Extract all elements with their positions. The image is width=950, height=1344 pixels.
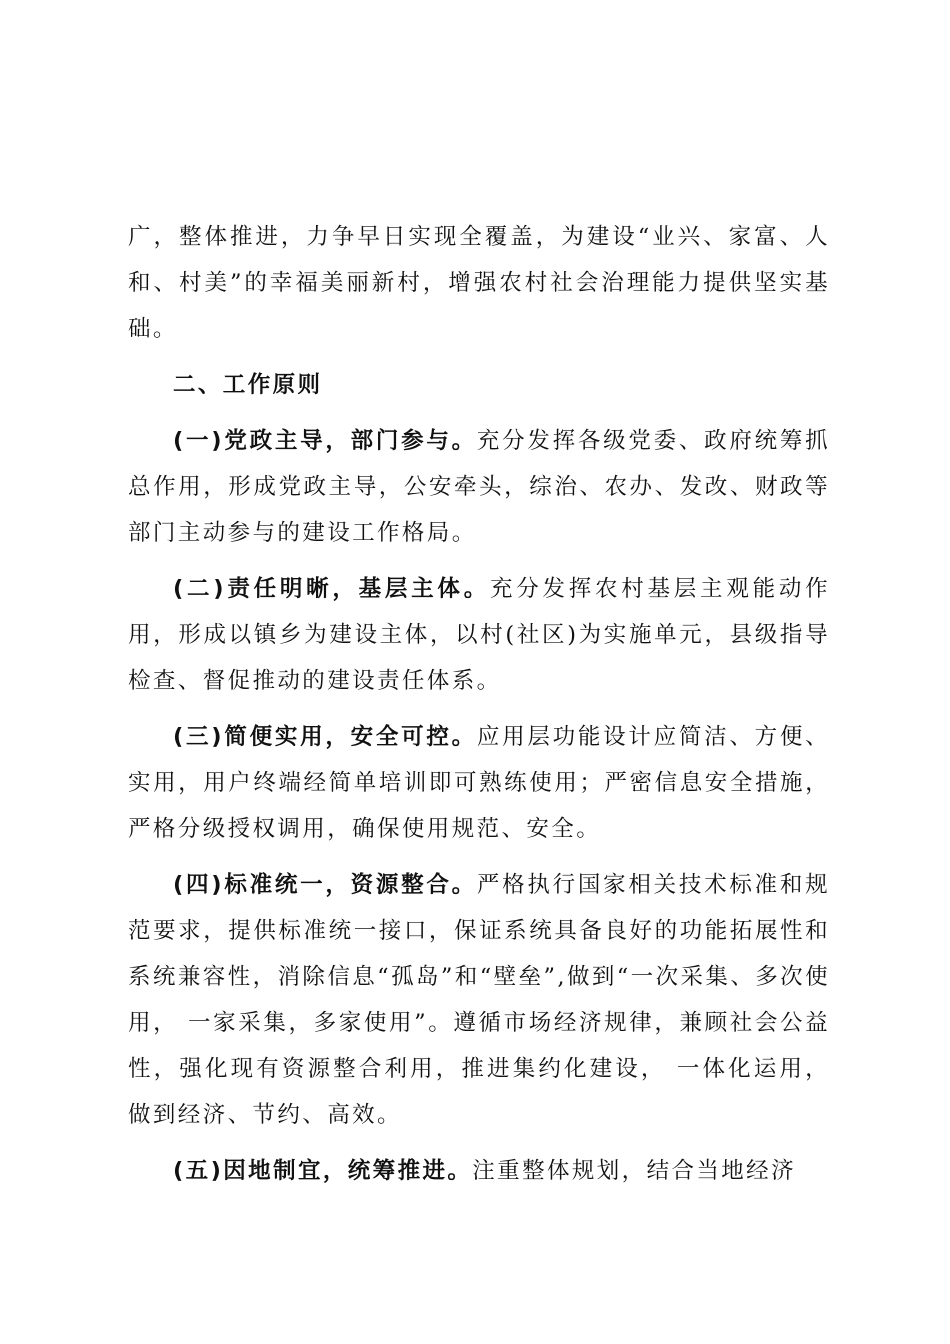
spacer	[128, 408, 830, 418]
principle-heading: (二)责任明晰，基层主体。	[173, 576, 490, 602]
spacer	[128, 704, 830, 714]
principle-body: 应用层功能设计应简洁、方便、实用，用户终端经简单培训即可熟练使用；严密信息安全措施，严格分级授权调用，确保使用规范、安全。	[128, 724, 830, 842]
principle-heading: (五)因地制宜，统筹推进。	[173, 1158, 473, 1184]
spacer	[128, 1138, 830, 1148]
principle-paragraph-4	[128, 862, 830, 1138]
spacer	[128, 556, 830, 566]
principle-paragraph-3	[128, 714, 830, 852]
principle-heading: (三)简便实用，安全可控。	[173, 724, 477, 750]
document-page	[128, 214, 830, 1194]
principle-body: 充分发挥农村基层主观能动作用，形成以镇乡为建设主体，以村(社区)为实施单元，县级指导检查、督促推动的建设责任体系。	[128, 576, 830, 694]
principle-body: 充分发挥各级党委、政府统筹抓总作用，形成党政主导，公安牵头，综治、农办、发改、财政等部门主动参与的建设工作格局。	[128, 428, 830, 546]
principle-paragraph-2	[128, 566, 830, 704]
principle-body: 严格执行国家相关技术标准和规范要求，提供标准统一接口，保证系统具备良好的功能拓展性和系统兼容性，消除信息“孤岛”和“壁垒”,做到“一次采集、多次使用， 一家采集，多家使用”。遵循市场经济规律，兼顾社会公益性，强化现有资源整合利用，推进集约化建设， 一体化运用，做到经济、节约、高效。	[128, 872, 830, 1128]
principle-paragraph-1	[128, 418, 830, 556]
principle-paragraph-5	[128, 1148, 830, 1194]
section-heading: 二、工作原则	[173, 372, 323, 398]
principle-heading: (一)党政主导，部门参与。	[173, 428, 477, 454]
principle-heading: (四)标准统一，资源整合。	[173, 872, 477, 898]
intro-paragraph: 广，整体推进，力争早日实现全覆盖，为建设“业兴、家富、人和、村美”的幸福美丽新村，增强农村社会治理能力提供坚实基础。	[128, 224, 830, 342]
spacer	[128, 852, 830, 862]
spacer	[128, 352, 830, 362]
principle-body: 注重整体规划，结合当地经济	[472, 1158, 796, 1184]
